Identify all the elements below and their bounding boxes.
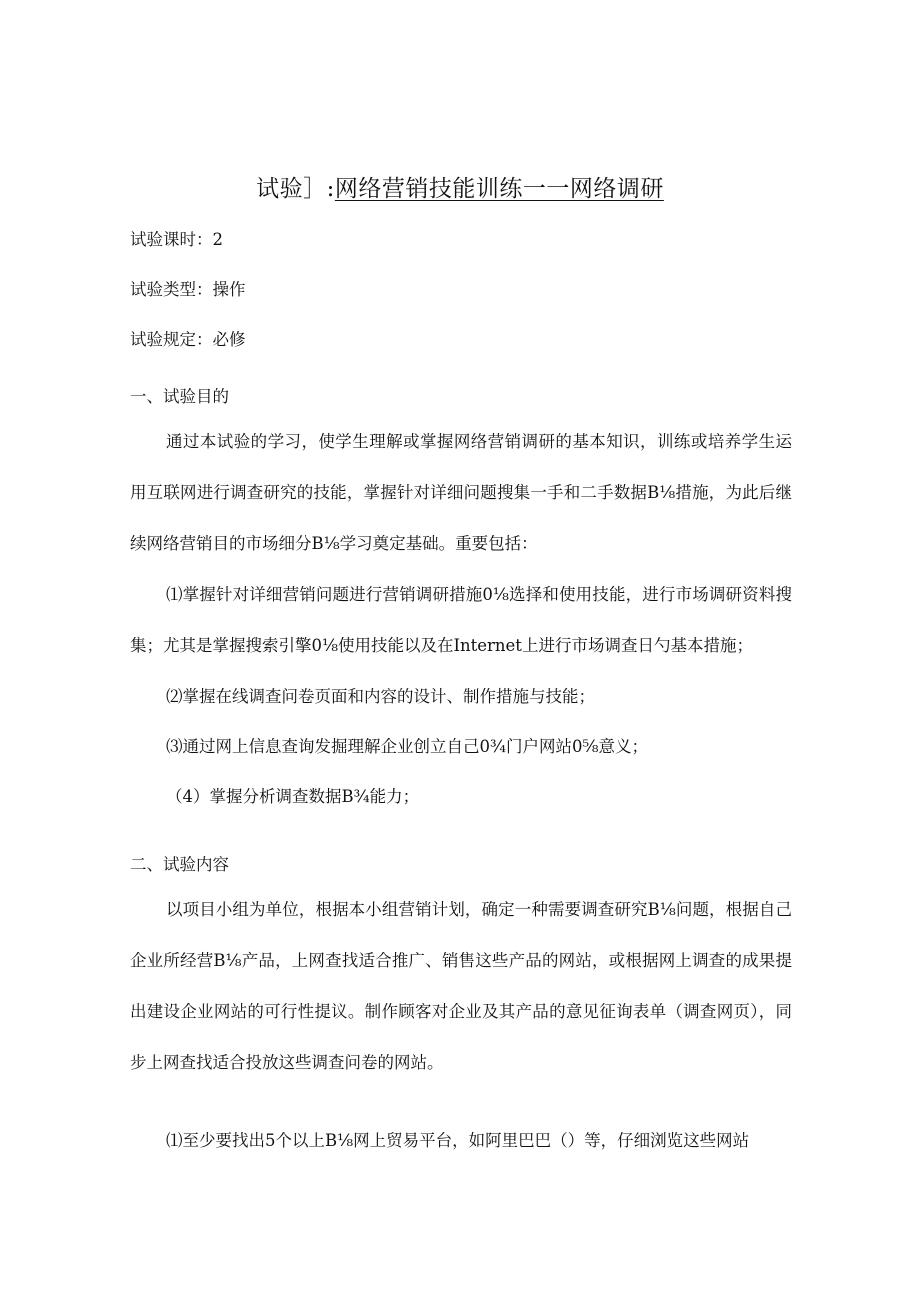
section1-item-2: ⑵掌握在线调查问卷页面和内容的设计、制作措施与技能； — [166, 687, 595, 706]
section1-item-4: （4）掌握分析调查数据B¾能力； — [166, 787, 420, 806]
document-title — [0, 172, 920, 206]
section1-heading: 一、试验目的 — [130, 387, 229, 406]
meta-class-hours: 试验课时：2 — [130, 230, 223, 249]
section2-heading: 二、试验内容 — [130, 855, 229, 874]
section1-item-3: ⑶通过网上信息查询发掘理解企业创立自己0¾门户网站0⅝意义； — [166, 737, 648, 756]
title-main: 网络营销技能训练一一网络调研 — [334, 176, 664, 202]
section2-item-1: ⑴至少要找出5个以上B⅛网上贸易平台，如阿里巴巴（）等，仔细浏览这些网站 — [166, 1131, 750, 1150]
meta-requirement: 试验规定：必修 — [130, 330, 246, 349]
title-prefix: 试验］: — [256, 176, 335, 202]
section2-intro: 以项目小组为单位，根据本小组营销计划，确定一种需要调查研究B⅛问题，根据自己企业所经营B⅛产品，上网查找适合推广、销售这些产品的网站，或根据网上调查的成果提出建设企业网站的可行性提议。制作顾客对企业及其产品的意见征询表单（调查网页），同步上网查找适合投放这些调查问卷的网站。 — [130, 900, 792, 1072]
section1-item-1: ⑴掌握针对详细营销问题进行营销调研措施0⅛选择和使用技能，进行市场调研资料搜集；尤其是掌握搜索引擎0⅛使用技能以及在Internet上进行市场调查日勺基本措施； — [130, 585, 792, 655]
section1-intro: 通过本试验的学习，使学生理解或掌握网络营销调研的基本知识，训练或培养学生运用互联网进行调查研究的技能，掌握针对详细问题搜集一手和二手数据B⅛措施，为此后继续网络营销目的市场细分B⅛学习奠定基础。重要包括： — [130, 432, 792, 553]
meta-type: 试验类型：操作 — [130, 280, 246, 299]
